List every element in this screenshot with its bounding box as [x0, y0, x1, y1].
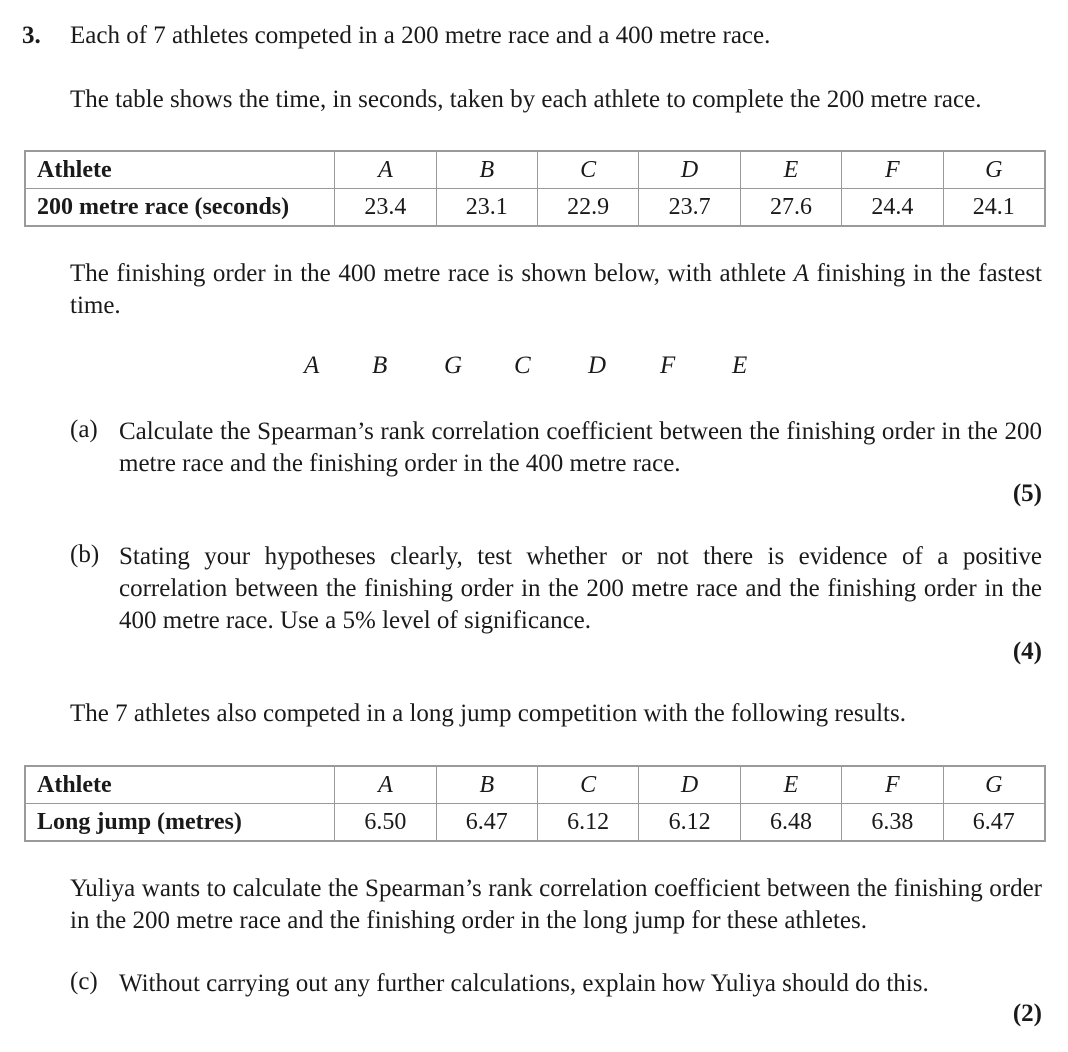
- race-400-description: The finishing order in the 400 metre race is shown below, with athlete A finishing in the fastest time.: [70, 260, 1042, 319]
- marks-a: (5): [1012, 480, 1042, 507]
- table-row: [25, 189, 1045, 227]
- athlete-header: Athlete: [25, 766, 335, 804]
- time-value: 24.4: [842, 189, 943, 227]
- jump-value: 6.47: [943, 804, 1045, 842]
- athlete-name: E: [740, 766, 841, 804]
- athlete-name: A: [335, 151, 436, 189]
- athlete-name: C: [537, 766, 638, 804]
- row-label: 200 metre race (seconds): [25, 189, 335, 227]
- time-value: 23.7: [639, 189, 740, 227]
- part-text: Stating your hypotheses clearly, test whether or not there is evidence of a positive correlation between the finishing order in the 200 metre race and the finishing order in the 400 metre race. Use a 5% level of significance.: [119, 543, 1042, 634]
- row-label: Long jump (metres): [25, 804, 335, 842]
- jump-value: 6.38: [842, 804, 943, 842]
- athlete-name: B: [436, 151, 537, 189]
- order-item: D: [588, 352, 607, 379]
- time-value: 24.1: [943, 189, 1045, 227]
- order-item: E: [732, 352, 748, 379]
- table-intro: The table shows the time, in seconds, taken by each athlete to complete the 200 metre race.: [70, 86, 982, 113]
- athlete-header: Athlete: [25, 151, 335, 189]
- fastest-athlete: A: [793, 260, 809, 287]
- table-header-row: [25, 766, 1045, 804]
- marks-b: (4): [1012, 638, 1042, 665]
- athlete-name: F: [842, 151, 943, 189]
- question-number: 3.: [22, 22, 41, 49]
- yuliya-description: Yuliya wants to calculate the Spearman’s rank correlation coefficient between the finishing order in the 200 metre race and the finishing order in the long jump for these athletes.: [70, 875, 1042, 934]
- table-header-row: [25, 151, 1045, 189]
- athlete-name: G: [943, 151, 1045, 189]
- time-value: 23.1: [436, 189, 537, 227]
- part-label: (c): [70, 968, 98, 995]
- order-item: A: [304, 352, 320, 379]
- jump-value: 6.50: [335, 804, 436, 842]
- question-intro: Each of 7 athletes competed in a 200 metre race and a 400 metre race.: [70, 22, 771, 49]
- order-item: B: [372, 352, 388, 379]
- order-item: C: [514, 352, 531, 379]
- table-row: [25, 804, 1045, 842]
- athlete-name: D: [639, 151, 740, 189]
- jump-value: 6.12: [537, 804, 638, 842]
- order-item: F: [660, 352, 676, 379]
- time-value: 27.6: [740, 189, 841, 227]
- athlete-name: D: [639, 766, 740, 804]
- race-400-order: [304, 352, 747, 380]
- order-item: G: [444, 352, 463, 379]
- athlete-name: C: [537, 151, 638, 189]
- part-text: Without carrying out any further calculations, explain how Yuliya should do this.: [119, 970, 929, 997]
- part-text: Calculate the Spearman’s rank correlation coefficient between the finishing order in the 200 metre race and the finishing order in the 400 metre race.: [119, 418, 1042, 477]
- jump-value: 6.47: [436, 804, 537, 842]
- part-label: (b): [70, 541, 100, 568]
- long-jump-table: [24, 765, 1046, 842]
- athlete-name: A: [335, 766, 436, 804]
- marks-c: (2): [1012, 1000, 1042, 1027]
- time-value: 23.4: [335, 189, 436, 227]
- athlete-name: G: [943, 766, 1045, 804]
- part-c: [70, 968, 1042, 1002]
- jump-value: 6.48: [740, 804, 841, 842]
- race-200-table: [24, 150, 1046, 227]
- part-b: [70, 541, 1042, 641]
- jump-value: 6.12: [639, 804, 740, 842]
- long-jump-intro: The 7 athletes also competed in a long jump competition with the following results.: [70, 700, 906, 727]
- athlete-name: F: [842, 766, 943, 804]
- athlete-name: E: [740, 151, 841, 189]
- part-label: (a): [70, 416, 98, 443]
- athlete-name: B: [436, 766, 537, 804]
- part-a: [70, 416, 1042, 486]
- time-value: 22.9: [537, 189, 638, 227]
